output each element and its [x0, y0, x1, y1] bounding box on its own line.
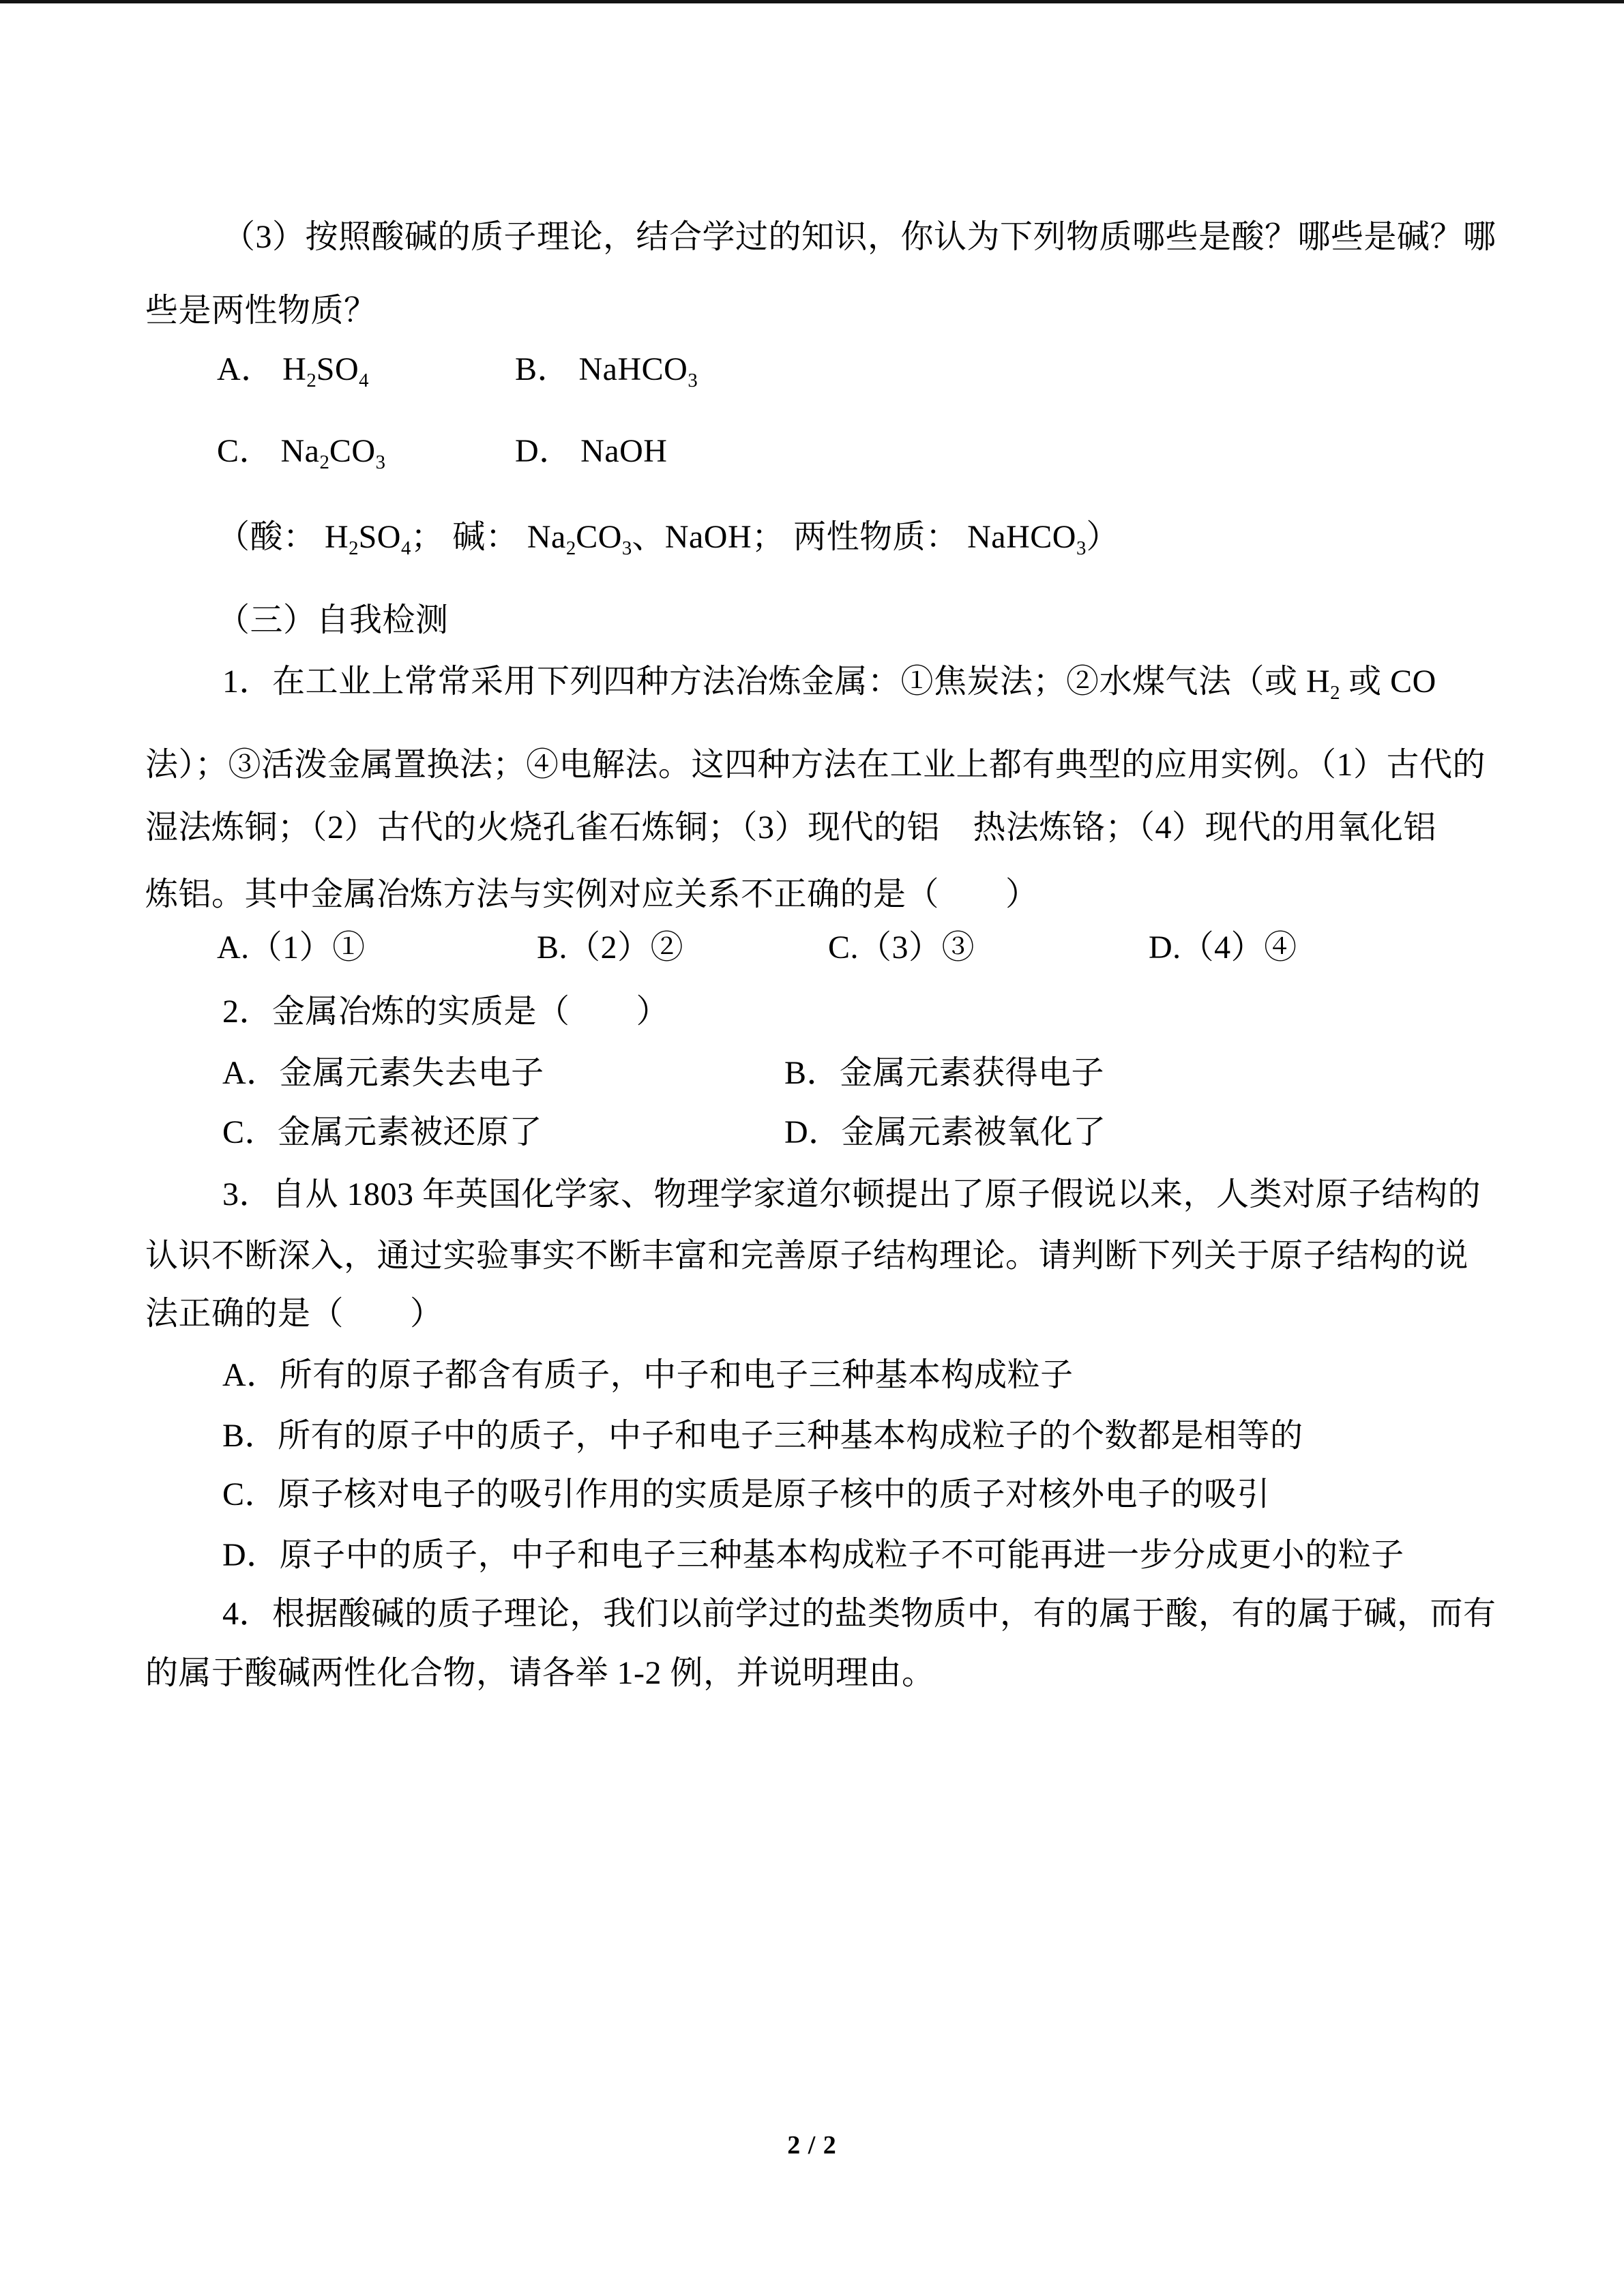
subscript-text: 3	[1076, 537, 1087, 560]
option-b-formula	[515, 351, 698, 392]
q4-line1	[222, 1595, 1496, 1632]
q3-option-d	[222, 1536, 1404, 1574]
text-segment: CO	[329, 433, 376, 469]
q4-line2	[145, 1654, 935, 1692]
option-d-formula	[515, 432, 667, 470]
subscript-text: 3	[621, 537, 632, 560]
text-segment: 法正确的是（ ）	[145, 1296, 443, 1332]
answer-line	[217, 518, 1119, 560]
text-segment: D．原子中的质子，中子和电子三种基本构成粒子不可能再进一步分成更小的粒子	[222, 1537, 1404, 1573]
text-segment: C．金属元素被还原了	[222, 1114, 543, 1150]
text-segment: 或 CO	[1340, 664, 1436, 700]
subscript-text: 3	[688, 370, 698, 392]
text-segment: A．所有的原子都含有质子，中子和电子三种基本构成粒子	[222, 1357, 1074, 1393]
text-segment: （3）按照酸碱的质子理论，结合学过的知识，你认为下列物质哪些是酸？哪些是碱？哪	[222, 219, 1496, 255]
text-segment: 认识不断深入，通过实验事实不断丰富和完善原子结构理论。请判断下列关于原子结构的说	[145, 1238, 1469, 1274]
text-segment: ； 碱： Na	[411, 519, 566, 555]
text-segment: A．金属元素失去电子	[222, 1055, 544, 1091]
text-segment: 1．在工业上常常采用下列四种方法冶炼金属：①焦炭法；②水煤气法（或 H	[222, 664, 1331, 700]
subscript-text: 2	[349, 537, 359, 560]
subscript-text: 2	[319, 451, 329, 474]
text-segment: 炼铝。其中金属冶炼方法与实例对应关系不正确的是（ ）	[145, 876, 1039, 912]
text-segment: D.（4）④	[1149, 929, 1297, 966]
q1-option-d	[1149, 929, 1297, 966]
subscript-text: 4	[400, 537, 411, 560]
text-segment: （三）自我检测	[217, 602, 449, 638]
text-segment: 、NaOH； 两性物质： NaHCO	[632, 519, 1076, 555]
para-q3-line2	[145, 292, 377, 329]
text-segment: A． H	[217, 351, 307, 387]
text-segment: C.（3）③	[828, 929, 975, 966]
text-segment: D． NaOH	[515, 433, 668, 469]
text-segment: CO	[576, 519, 622, 555]
q1-line3	[145, 809, 1436, 846]
para-q3-line1	[222, 218, 1496, 256]
text-segment: 的属于酸碱两性化合物，请各举 1-2 例，并说明理由。	[145, 1655, 935, 1691]
text-segment: ）	[1086, 519, 1119, 555]
q2-option-a	[222, 1054, 544, 1092]
q2-stem	[222, 993, 669, 1030]
q1-line4	[145, 876, 1039, 913]
text-segment: （酸： H	[217, 519, 349, 555]
q1-line1	[222, 663, 1436, 704]
q2-option-d	[784, 1114, 1106, 1151]
q3-line2	[145, 1237, 1468, 1274]
q1-option-b	[537, 929, 683, 966]
subscript-text: 3	[375, 451, 385, 474]
text-segment: B．所有的原子中的质子，中子和电子三种基本构成粒子的个数都是相等的	[222, 1418, 1303, 1454]
q2-option-c	[222, 1114, 542, 1151]
text-segment: B．金属元素获得电子	[784, 1055, 1105, 1091]
q1-option-c	[828, 929, 975, 966]
text-segment: 2．金属冶炼的实质是（ ）	[222, 994, 670, 1030]
page-number: 2 / 2	[787, 2131, 837, 2160]
text-segment: 3．自从 1803 年英国化学家、物理学家道尔顿提出了原子假说以来，人类对原子结构的	[222, 1176, 1481, 1212]
q1-option-a	[217, 929, 366, 966]
subscript-text: 2	[1330, 682, 1340, 704]
q3-option-b	[222, 1417, 1303, 1455]
q3-option-a	[222, 1356, 1074, 1394]
text-segment: 法）；③活泼金属置换法；④电解法。这四种方法在工业上都有典型的应用实例。（1）古代的	[145, 747, 1486, 783]
text-segment: 些是两性物质？	[145, 293, 377, 329]
subscript-text: 4	[359, 370, 369, 392]
text-segment: D．金属元素被氧化了	[784, 1114, 1106, 1150]
section-self-test	[217, 601, 449, 639]
q2-option-b	[784, 1054, 1104, 1092]
text-segment: A.（1）①	[217, 929, 366, 966]
option-c-formula	[217, 432, 385, 474]
text-segment: SO	[358, 519, 401, 555]
text-segment: B.（2）②	[537, 929, 684, 966]
text-segment: SO	[316, 351, 359, 387]
text-segment: B． NaHCO	[515, 351, 688, 387]
option-a-formula	[217, 351, 369, 392]
text-segment: C．原子核对电子的吸引作用的实质是原子核中的质子对核外电子的吸引	[222, 1476, 1271, 1512]
subscript-text: 2	[306, 370, 316, 392]
text-segment: C． Na	[217, 433, 320, 469]
subscript-text: 2	[565, 537, 576, 560]
q3-line1	[222, 1176, 1481, 1213]
text-segment: 4．根据酸碱的质子理论，我们以前学过的盐类物质中，有的属于酸，有的属于碱，而有	[222, 1596, 1496, 1632]
q1-line2	[145, 746, 1486, 784]
q3-line3	[145, 1295, 443, 1332]
q3-option-c	[222, 1476, 1270, 1513]
text-segment: 湿法炼铜；（2）古代的火烧孔雀石炼铜；（3）现代的铝 热法炼铬；（4）现代的用氧化铝	[145, 809, 1437, 846]
